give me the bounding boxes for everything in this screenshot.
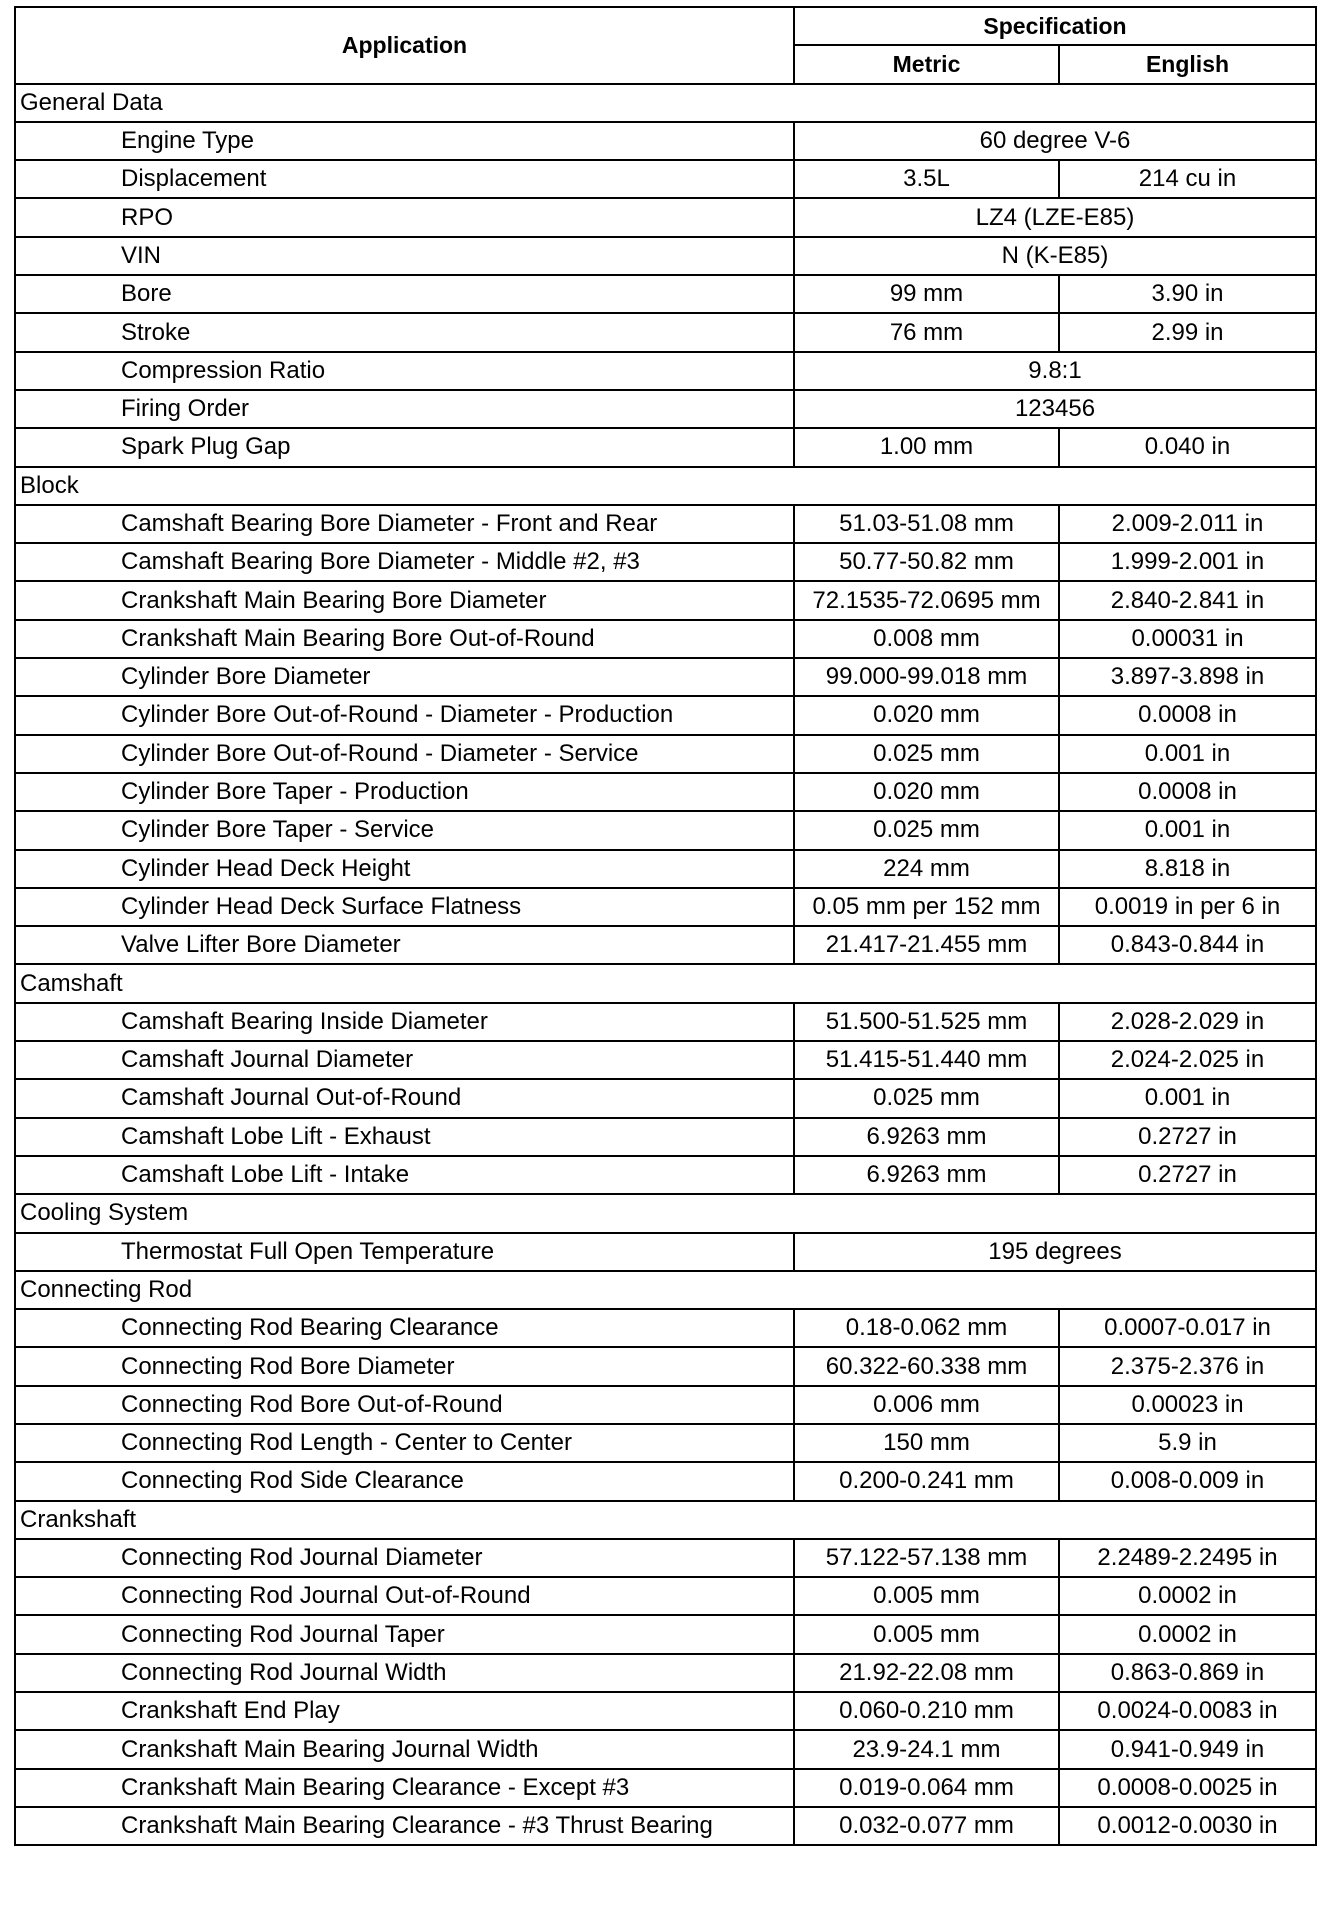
metric-cell: 99 mm <box>794 275 1059 313</box>
english-cell: 0.843-0.844 in <box>1059 926 1316 964</box>
metric-cell: 60.322-60.338 mm <box>794 1347 1059 1385</box>
english-cell: 214 cu in <box>1059 160 1316 198</box>
application-cell: Camshaft Lobe Lift - Exhaust <box>15 1118 794 1156</box>
table-row <box>15 811 1316 849</box>
table-row <box>15 1347 1316 1385</box>
application-cell: Connecting Rod Journal Width <box>15 1654 794 1692</box>
table-row <box>15 1309 1316 1347</box>
english-cell: 2.028-2.029 in <box>1059 1003 1316 1041</box>
metric-header: Metric <box>794 45 1059 83</box>
application-cell: Camshaft Bearing Bore Diameter - Front and Rear <box>15 505 794 543</box>
application-cell: Crankshaft Main Bearing Clearance - Except #3 <box>15 1769 794 1807</box>
application-cell: Camshaft Bearing Bore Diameter - Middle #2, #3 <box>15 543 794 581</box>
english-cell: 0.2727 in <box>1059 1118 1316 1156</box>
metric-cell: 6.9263 mm <box>794 1156 1059 1194</box>
english-cell: 0.0008 in <box>1059 696 1316 734</box>
table-row <box>15 122 1316 160</box>
section-title: Connecting Rod <box>15 1271 1316 1309</box>
metric-cell: 76 mm <box>794 313 1059 351</box>
application-cell: Bore <box>15 275 794 313</box>
application-cell: Crankshaft Main Bearing Clearance - #3 Thrust Bearing <box>15 1807 794 1845</box>
metric-cell: 51.500-51.525 mm <box>794 1003 1059 1041</box>
table-row <box>15 428 1316 466</box>
table-row <box>15 1041 1316 1079</box>
metric-cell: 72.1535-72.0695 mm <box>794 581 1059 619</box>
english-cell: 0.001 in <box>1059 1079 1316 1117</box>
metric-cell: 0.060-0.210 mm <box>794 1692 1059 1730</box>
table-row <box>15 1424 1316 1462</box>
application-cell: Connecting Rod Bore Out-of-Round <box>15 1386 794 1424</box>
application-cell: Cylinder Bore Diameter <box>15 658 794 696</box>
application-cell: Connecting Rod Journal Out-of-Round <box>15 1577 794 1615</box>
metric-cell: 224 mm <box>794 850 1059 888</box>
english-cell: 0.00023 in <box>1059 1386 1316 1424</box>
table-row <box>15 620 1316 658</box>
english-cell: 0.0008-0.0025 in <box>1059 1769 1316 1807</box>
application-cell: Compression Ratio <box>15 352 794 390</box>
metric-cell: 0.019-0.064 mm <box>794 1769 1059 1807</box>
metric-cell: 51.03-51.08 mm <box>794 505 1059 543</box>
english-header: English <box>1059 45 1316 83</box>
table-row <box>15 160 1316 198</box>
application-cell: Cylinder Bore Out-of-Round - Diameter - Production <box>15 696 794 734</box>
metric-cell: 99.000-99.018 mm <box>794 658 1059 696</box>
section-row <box>15 1501 1316 1539</box>
table-row <box>15 773 1316 811</box>
english-cell: 0.0019 in per 6 in <box>1059 888 1316 926</box>
application-cell: Crankshaft End Play <box>15 1692 794 1730</box>
application-cell: Cylinder Bore Taper - Service <box>15 811 794 849</box>
english-cell: 0.0002 in <box>1059 1615 1316 1653</box>
table-row <box>15 1807 1316 1845</box>
application-cell: Camshaft Bearing Inside Diameter <box>15 1003 794 1041</box>
table-body <box>15 84 1316 1846</box>
table-row <box>15 390 1316 428</box>
metric-cell: 0.025 mm <box>794 735 1059 773</box>
metric-cell: 50.77-50.82 mm <box>794 543 1059 581</box>
table-row <box>15 237 1316 275</box>
english-cell: 0.941-0.949 in <box>1059 1730 1316 1768</box>
metric-cell: 23.9-24.1 mm <box>794 1730 1059 1768</box>
section-row <box>15 467 1316 505</box>
application-cell: Cylinder Head Deck Surface Flatness <box>15 888 794 926</box>
english-cell: 0.00031 in <box>1059 620 1316 658</box>
application-cell: Connecting Rod Bore Diameter <box>15 1347 794 1385</box>
application-cell: RPO <box>15 198 794 236</box>
application-cell: Camshaft Lobe Lift - Intake <box>15 1156 794 1194</box>
specification-header: Specification <box>794 7 1316 45</box>
metric-cell: 0.025 mm <box>794 811 1059 849</box>
metric-cell: 21.92-22.08 mm <box>794 1654 1059 1692</box>
metric-cell: 0.005 mm <box>794 1577 1059 1615</box>
application-cell: Crankshaft Main Bearing Bore Diameter <box>15 581 794 619</box>
english-cell: 0.001 in <box>1059 811 1316 849</box>
metric-cell: 0.005 mm <box>794 1615 1059 1653</box>
table-row <box>15 1233 1316 1271</box>
metric-cell: 0.020 mm <box>794 773 1059 811</box>
table-row <box>15 1079 1316 1117</box>
section-title: General Data <box>15 84 1316 122</box>
table-row <box>15 888 1316 926</box>
metric-cell: 3.5L <box>794 160 1059 198</box>
english-cell: 2.375-2.376 in <box>1059 1347 1316 1385</box>
table-row <box>15 1615 1316 1653</box>
english-cell: 0.863-0.869 in <box>1059 1654 1316 1692</box>
table-row <box>15 1118 1316 1156</box>
table-row <box>15 543 1316 581</box>
english-cell: 0.0024-0.0083 in <box>1059 1692 1316 1730</box>
application-cell: Crankshaft Main Bearing Journal Width <box>15 1730 794 1768</box>
metric-cell: 0.006 mm <box>794 1386 1059 1424</box>
table-row <box>15 1769 1316 1807</box>
section-row <box>15 1194 1316 1232</box>
english-cell: 3.897-3.898 in <box>1059 658 1316 696</box>
spec-value-cell: LZ4 (LZE-E85) <box>794 198 1316 236</box>
metric-cell: 0.200-0.241 mm <box>794 1462 1059 1500</box>
application-cell: Cylinder Bore Taper - Production <box>15 773 794 811</box>
table-row <box>15 198 1316 236</box>
spec-value-cell: N (K-E85) <box>794 237 1316 275</box>
table-row <box>15 850 1316 888</box>
application-cell: Connecting Rod Length - Center to Center <box>15 1424 794 1462</box>
application-cell: Thermostat Full Open Temperature <box>15 1233 794 1271</box>
english-cell: 0.040 in <box>1059 428 1316 466</box>
english-cell: 2.99 in <box>1059 313 1316 351</box>
english-cell: 2.024-2.025 in <box>1059 1041 1316 1079</box>
english-cell: 0.001 in <box>1059 735 1316 773</box>
spec-value-cell: 9.8:1 <box>794 352 1316 390</box>
metric-cell: 150 mm <box>794 1424 1059 1462</box>
table-row <box>15 505 1316 543</box>
table-row <box>15 352 1316 390</box>
table-row <box>15 696 1316 734</box>
section-title: Crankshaft <box>15 1501 1316 1539</box>
application-cell: Crankshaft Main Bearing Bore Out-of-Round <box>15 620 794 658</box>
english-cell: 2.2489-2.2495 in <box>1059 1539 1316 1577</box>
table-row <box>15 275 1316 313</box>
specification-table <box>14 6 1317 1846</box>
table-row <box>15 658 1316 696</box>
english-cell: 0.0007-0.017 in <box>1059 1309 1316 1347</box>
spec-value-cell: 60 degree V-6 <box>794 122 1316 160</box>
spec-value-cell: 195 degrees <box>794 1233 1316 1271</box>
application-cell: Cylinder Bore Out-of-Round - Diameter - Service <box>15 735 794 773</box>
english-cell: 0.2727 in <box>1059 1156 1316 1194</box>
table-row <box>15 1386 1316 1424</box>
application-cell: Camshaft Journal Out-of-Round <box>15 1079 794 1117</box>
table-row <box>15 926 1316 964</box>
table-row <box>15 1692 1316 1730</box>
metric-cell: 0.18-0.062 mm <box>794 1309 1059 1347</box>
metric-cell: 0.008 mm <box>794 620 1059 658</box>
section-row <box>15 964 1316 1002</box>
english-cell: 8.818 in <box>1059 850 1316 888</box>
section-row <box>15 1271 1316 1309</box>
english-cell: 0.0008 in <box>1059 773 1316 811</box>
spec-value-cell: 123456 <box>794 390 1316 428</box>
section-title: Camshaft <box>15 964 1316 1002</box>
application-cell: Connecting Rod Bearing Clearance <box>15 1309 794 1347</box>
table-row <box>15 735 1316 773</box>
metric-cell: 21.417-21.455 mm <box>794 926 1059 964</box>
application-header: Application <box>15 7 794 84</box>
application-cell: Camshaft Journal Diameter <box>15 1041 794 1079</box>
application-cell: Stroke <box>15 313 794 351</box>
english-cell: 1.999-2.001 in <box>1059 543 1316 581</box>
application-cell: Spark Plug Gap <box>15 428 794 466</box>
application-cell: Cylinder Head Deck Height <box>15 850 794 888</box>
metric-cell: 6.9263 mm <box>794 1118 1059 1156</box>
application-cell: VIN <box>15 237 794 275</box>
application-cell: Firing Order <box>15 390 794 428</box>
table-row <box>15 1003 1316 1041</box>
metric-cell: 51.415-51.440 mm <box>794 1041 1059 1079</box>
section-row <box>15 84 1316 122</box>
english-cell: 0.0012-0.0030 in <box>1059 1807 1316 1845</box>
english-cell: 0.0002 in <box>1059 1577 1316 1615</box>
metric-cell: 0.05 mm per 152 mm <box>794 888 1059 926</box>
english-cell: 2.840-2.841 in <box>1059 581 1316 619</box>
application-cell: Valve Lifter Bore Diameter <box>15 926 794 964</box>
table-row <box>15 1730 1316 1768</box>
application-cell: Connecting Rod Journal Diameter <box>15 1539 794 1577</box>
english-cell: 5.9 in <box>1059 1424 1316 1462</box>
table-header <box>15 7 1316 84</box>
application-cell: Engine Type <box>15 122 794 160</box>
metric-cell: 0.020 mm <box>794 696 1059 734</box>
metric-cell: 1.00 mm <box>794 428 1059 466</box>
table-row <box>15 1577 1316 1615</box>
english-cell: 2.009-2.011 in <box>1059 505 1316 543</box>
english-cell: 0.008-0.009 in <box>1059 1462 1316 1500</box>
metric-cell: 57.122-57.138 mm <box>794 1539 1059 1577</box>
application-cell: Connecting Rod Journal Taper <box>15 1615 794 1653</box>
english-cell: 3.90 in <box>1059 275 1316 313</box>
table-row <box>15 1654 1316 1692</box>
table-row <box>15 581 1316 619</box>
application-cell: Connecting Rod Side Clearance <box>15 1462 794 1500</box>
table-row <box>15 1462 1316 1500</box>
metric-cell: 0.025 mm <box>794 1079 1059 1117</box>
table-row <box>15 313 1316 351</box>
table-row <box>15 1539 1316 1577</box>
section-title: Cooling System <box>15 1194 1316 1232</box>
section-title: Block <box>15 467 1316 505</box>
metric-cell: 0.032-0.077 mm <box>794 1807 1059 1845</box>
application-cell: Displacement <box>15 160 794 198</box>
table-row <box>15 1156 1316 1194</box>
